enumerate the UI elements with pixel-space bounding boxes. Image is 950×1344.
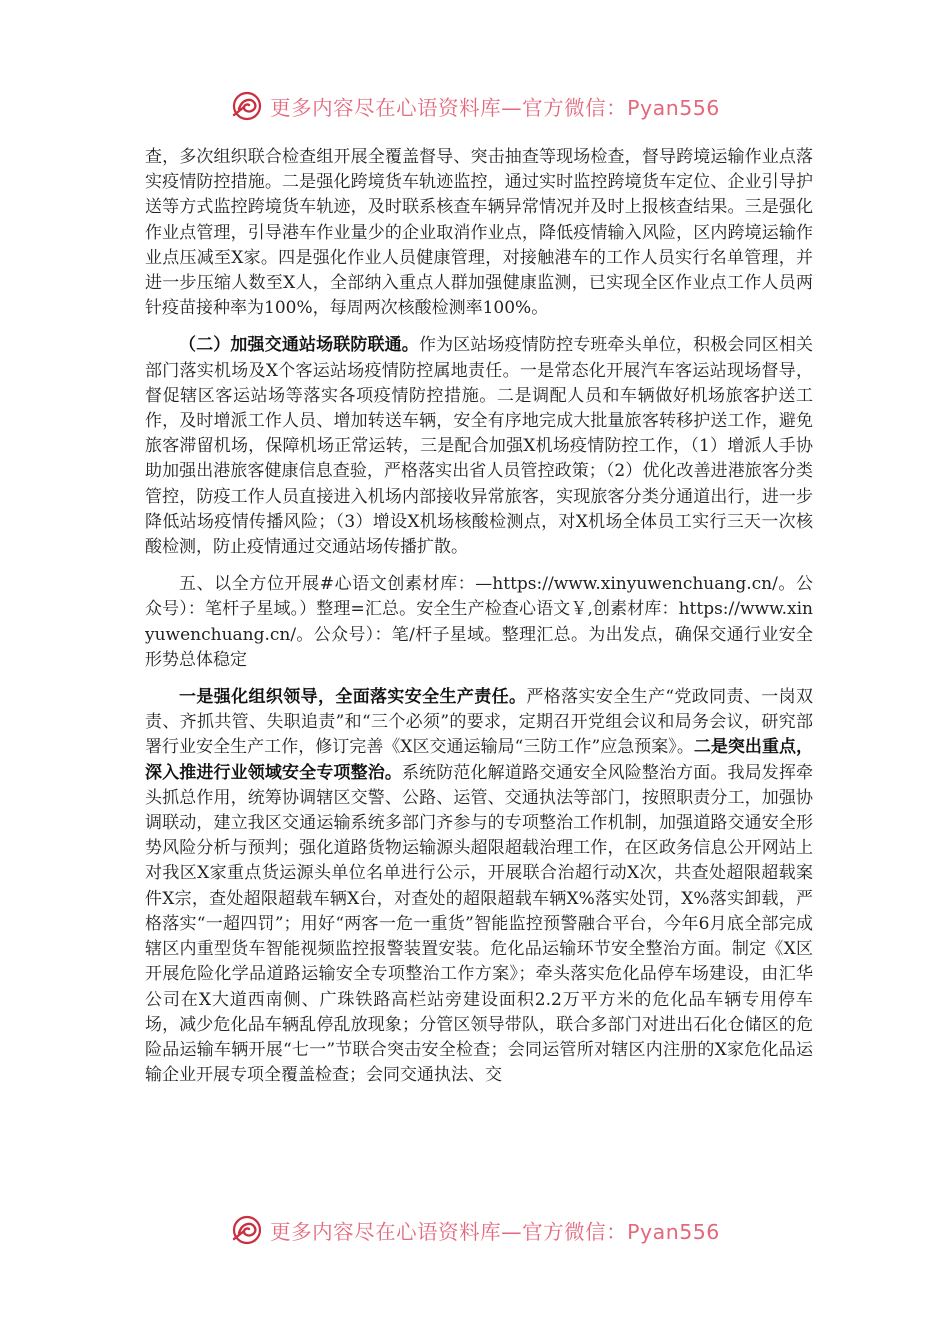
paragraph-station-prevention — [145, 333, 813, 560]
paragraph-cross-border: 查，多次组织联合检查组开展全覆盖督导、突击抽查等现场检查，督导跨境运输作业点落实疫情防控措施。二是强化跨境货车轨迹监控，通过实时监控跨境货车定位、企业引导护送等方式监控跨境货车轨迹，及时联系核查车辆异常情况并及时上报核查结果。三是强化作业点管理，引导港车作业量少的企业取消作业点，降低疫情输入风险，区内跨境运输作业点压减至X家。四是强化作业人员健康管理，对接触港车的工作人员实行名单管理，并进一步压缩人数至X人，全部纳入重点人群加强健康监测，已实现全区作业点工作人员两针疫苗接种率为100%，每周两次核酸检测率100%。 — [145, 147, 813, 319]
paragraph-safety-measures — [145, 685, 813, 1088]
document-body — [145, 145, 813, 1100]
paragraph-station-text: 作为区站场疫情防控专班牵头单位，积极会同区相关部门落实机场及X个客运站场疫情防控属地责任。一是常态化开展汽车客运站现场督导，督促辖区客运站场等落实各项疫情防控措施。二是调配人员和车辆做好机场旅客护送工作，及时增派工作人员、增加转送车辆，安全有序地完成大批量旅客转移护送工作，避免旅客滞留机场，保障机场正常运转，三是配合加强X机场疫情防控工作，（1）增派人手协助加强出港旅客健康信息查验，严格落实出省人员管控政策；（2）优化改善进港旅客分类管控，防疫工作人员直接进入机场内部接收异常旅客，实现旅客分类分通道出行，进一步降低站场疫情传播风险；（3）增设X机场核酸检测点，对X机场全体员工实行三天一次核酸检测，防止疫情通过交通站场传播扩散。 — [145, 335, 814, 558]
text-special-rectification: 系统防范化解道路交通安全风险整治方面。我局发挥牵头抓总作用，统筹协调辖区交警、公路、运管、交通执法等部门，按照职责分工，加强协调联动，建立我区交通运输系统多部门齐参与的专项整治工作机制，加强道路交通安全形势风险分析与预判；强化道路货物运输源头超限超载治理工作，在区政务信息公开网站上对我区X家重点货运源头单位名单进行公示，开展联合治超行动X次，共查处超限超载案件X宗，查处超限超载车辆X台，对查处的超限超载车辆X%落实处罚，X%落实卸载，严格落实“一超四罚”；用好“两客一危一重货”智能监控预警融合平台，今年6月底全部完成辖区内重型货车智能视频监控报警装置安装。危化品运输环节安全整治方面。制定《X区开展危险化学品道路运输安全专项整治工作方案》；牵头落实危化品停车场建设，由汇华公司在X大道西南侧、广珠铁路高栏站旁建设面积2.2万平方米的危化品车辆专用停车场，减少危化品车辆乱停乱放现象；分管区领导带队，联合多部门对进出石化仓储区的危险品运输车辆开展“七一”节联合突击安全检查；会同运管所对辖区内注册的X家危化品运输企业开展专项全覆盖检查；会同交通执法、交 — [145, 762, 814, 1086]
swirl-seal-logo-icon — [230, 1213, 264, 1247]
header-watermark-banner — [0, 86, 950, 126]
footer-watermark-banner — [0, 1210, 950, 1250]
bold-lead-special-rectification: 二是突出重点，深入推进行业领域安全专项整治。 — [145, 737, 814, 783]
paragraph-section-five: 五、以全方位开展#心语文创素材库：—https://www.xinyuwenchuang.cn/。公众号）：笔杆子星域。）整理=汇总。安全生产检查心语文￥,创素材库：https://www.xinyuwenchuang.cn/。公众号）：笔/杆子星域。整理汇总。为出发点，确保交通行业安全形势总体稳定 — [145, 574, 813, 670]
text-organization: 严格落实安全生产“党政同责、一岗双责、齐抓共管、失职追责”和“三个必须”的要求，定期召开党组会议和局务会议，研究部署行业安全生产工作，修订完善《X区交通运输局“三防工作”应急预案》。 — [145, 687, 813, 758]
banner-text: 更多内容尽在心语资料库—官方微信：Pyan556 — [270, 1220, 720, 1244]
banner-text: 更多内容尽在心语资料库—官方微信：Pyan556 — [270, 96, 720, 120]
section-heading-station: （二）加强交通站场联防联通。 — [179, 335, 419, 356]
swirl-seal-logo-icon — [230, 89, 264, 123]
bold-lead-organization: 一是强化组织领导，全面落实安全生产责任。 — [179, 687, 527, 708]
